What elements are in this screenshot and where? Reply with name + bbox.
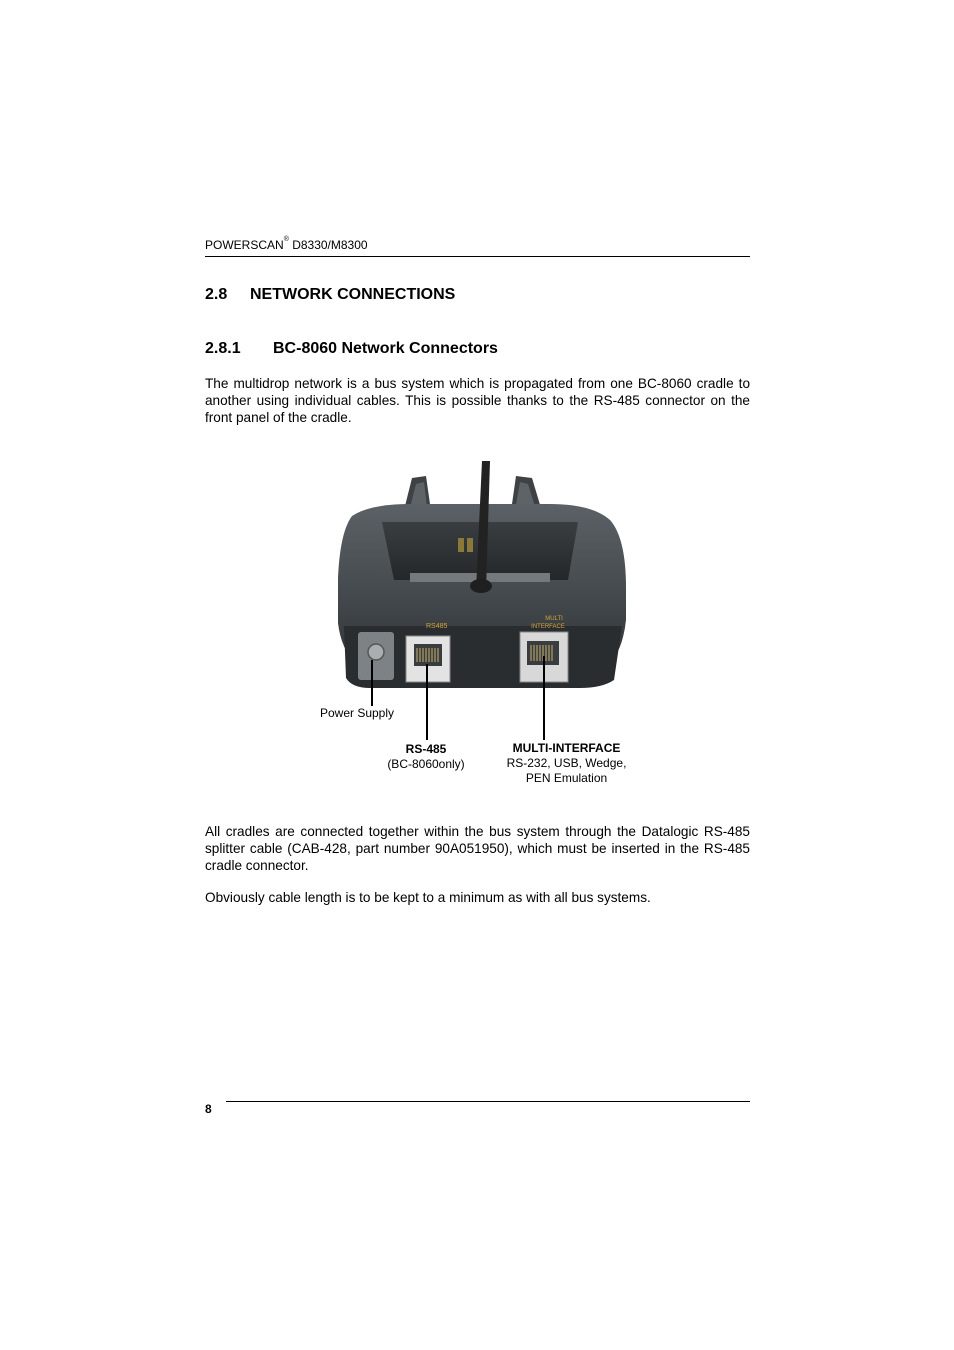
header-registered-mark: ® — [283, 236, 289, 243]
section-number: 2.8 — [205, 286, 228, 303]
cradle-photo — [330, 458, 630, 693]
page-number: 8 — [205, 1102, 212, 1116]
subsection-title: BC-8060 Network Connectors — [273, 340, 498, 357]
power-supply-leader — [371, 660, 373, 706]
rs485-caption-title: RS-485 — [405, 742, 447, 756]
header-product: POWERSCAN — [205, 238, 284, 252]
multi-panel-label-1: MULTI — [545, 616, 563, 622]
rs485-caption-sub: (BC-8060only) — [387, 757, 465, 771]
running-header — [205, 238, 368, 252]
rs485-caption — [376, 742, 476, 772]
multi-interface-caption-line2: PEN Emulation — [525, 771, 608, 785]
multi-panel-label-2: INTERFACE — [531, 624, 565, 630]
intro-paragraph: The multidrop network is a bus system which is propagated from one BC-8060 cradle to another using individual cables. This is possible thanks to the RS-485 connector on the front panel of the cradle. — [205, 376, 750, 425]
multi-interface-leader — [543, 656, 545, 740]
section-title: NETWORK CONNECTIONS — [250, 286, 456, 303]
rs485-leader — [426, 664, 428, 740]
subsection-heading — [205, 340, 498, 358]
multi-interface-caption-title: MULTI-INTERFACE — [512, 741, 621, 755]
multi-interface-caption-line1: RS-232, USB, Wedge, — [506, 756, 627, 770]
cable-length-paragraph: Obviously cable length is to be kept to a minimum as with all bus systems. — [205, 890, 651, 905]
header-model: D8330/M8300 — [288, 238, 368, 252]
splitter-paragraph: All cradles are connected together within the bus system through the Datalogic RS-485 splitter cable (CAB-428, part number 90A051950), which must be inserted in the RS-485 cradle connector. — [205, 824, 750, 873]
subsection-number: 2.8.1 — [205, 340, 241, 357]
rs485-panel-label: RS485 — [426, 623, 448, 630]
multi-interface-caption — [496, 741, 637, 786]
footer-rule — [226, 1101, 750, 1102]
section-heading — [205, 286, 455, 304]
header-rule — [205, 256, 750, 257]
power-supply-caption: Power Supply — [319, 706, 395, 720]
